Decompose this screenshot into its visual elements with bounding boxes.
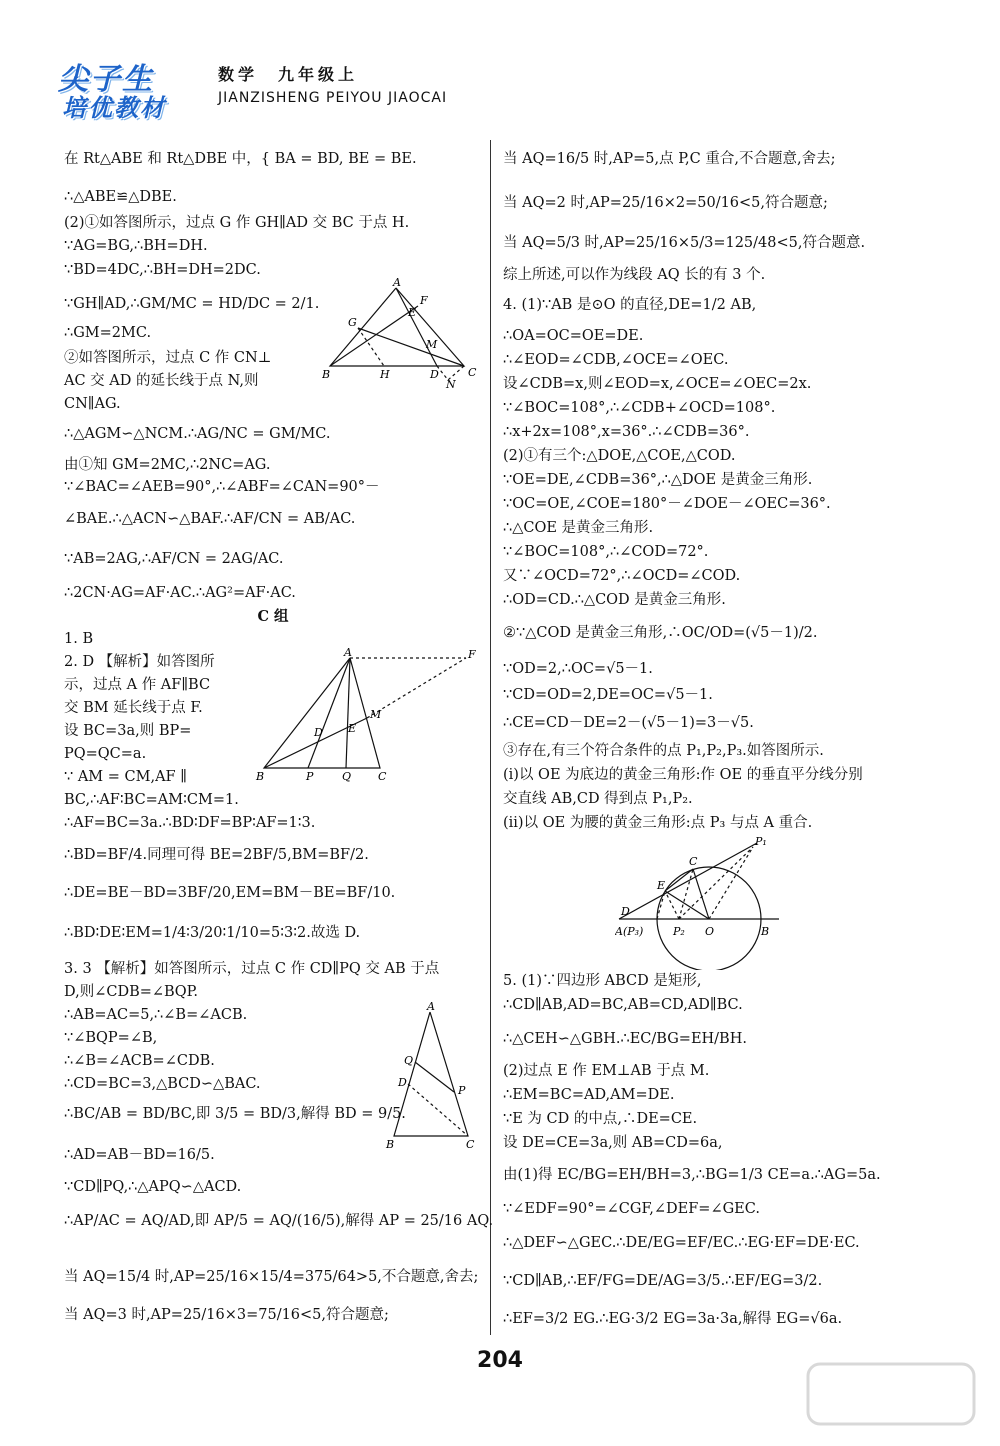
text-line: ②∵△COD 是黄金三角形,∴OC/OD=(√5－1)/2.	[503, 625, 818, 641]
text-line: ∴∠B=∠ACB=∠CDB.	[64, 1053, 215, 1069]
svg-text:P: P	[458, 1084, 466, 1097]
svg-text:P: P	[306, 770, 314, 783]
svg-text:E: E	[408, 306, 417, 319]
text-line: ∵OE=DE,∠CDB=36°,∴△DOE 是黄金三角形.	[503, 472, 813, 488]
text-line: ∠BAE.∴△ACN∽△BAF.∴AF/CN = AB/AC.	[64, 511, 356, 527]
figure-triangle-qp	[382, 1000, 482, 1150]
text-line: 示，过点 A 作 AF∥BC	[64, 677, 211, 693]
text-line: 又∵∠OCD=72°,∴∠OCD=∠COD.	[503, 568, 741, 584]
text-line: ∴CE=CD－DE=2－(√5－1)=3－√5.	[503, 715, 754, 731]
page-number: 204	[477, 1348, 523, 1373]
text-line: ∴△CEH∽△GBH.∴EC/BG=EH/BH.	[503, 1031, 747, 1047]
text-line: CN∥AG.	[64, 396, 121, 412]
text-line: 当 AQ=5/3 时,AP=25/16×5/3=125/48<5,符合题意.	[503, 235, 866, 251]
svg-text:D: D	[430, 368, 439, 381]
text-line: ∴OD=CD.∴△COD 是黄金三角形.	[503, 592, 726, 608]
text-line: 由(1)得 EC/BG=EH/BH=3,∴BG=1/3 CE=a.∴AG=5a.	[503, 1167, 881, 1183]
text-line: ∴△AGM∽△NCM.∴AG/NC = GM/MC.	[64, 426, 331, 442]
text-line: ∵AG=BG,∴BH=DH.	[64, 238, 208, 254]
text-line: ∴CD∥AB,AD=BC,AB=CD,AD∥BC.	[503, 997, 743, 1013]
text-line: ∴△COE 是黄金三角形.	[503, 520, 654, 536]
section-heading: C 组	[257, 608, 289, 625]
text-line: ∴BC/AB = BD/BC,即 3/5 = BD/3,解得 BD = 9/5.	[64, 1106, 406, 1122]
text-line: ∵∠BQP=∠B,	[64, 1030, 158, 1046]
svg-text:B: B	[386, 1138, 395, 1150]
text-line: ∴OA=OC=OE=DE.	[503, 328, 644, 344]
text-line: ∴AF=BC=3a.∴BD∶DF=BP∶AF=1∶3.	[64, 815, 316, 831]
text-line: ∴CD=BC=3,△BCD∽△BAC.	[64, 1076, 261, 1092]
text-line: ∴AD=AB－BD=16/5.	[64, 1147, 215, 1163]
text-line: 3. 3 【解析】如答图所示，过点 C 作 CD∥PQ 交 AB 于点	[64, 961, 440, 977]
svg-text:M: M	[426, 338, 438, 351]
svg-text:B: B	[256, 770, 265, 783]
text-line: ∵E 为 CD 的中点,∴DE=CE.	[503, 1111, 698, 1127]
text-line: ∵CD=OD=2,DE=OC=√5－1.	[503, 687, 713, 703]
text-line: 当 AQ=2 时,AP=25/16×2=50/16<5,符合题意;	[503, 195, 828, 211]
svg-text:H: H	[380, 368, 390, 381]
text-line: 综上所述,可以作为线段 AQ 长的有 3 个.	[503, 267, 766, 283]
text-line: 1. B	[64, 631, 94, 647]
text-line: ∵OD=2,∴OC=√5－1.	[503, 661, 653, 677]
logo-text-top: 尖子生	[58, 62, 154, 97]
svg-text:B: B	[761, 925, 770, 938]
svg-text:C: C	[689, 855, 698, 868]
text-line: 交 BM 延长线于点 F.	[64, 700, 203, 716]
text-line: ∴BD∶DE∶EM=1/4∶3/20∶1/10=5∶3∶2.故选 D.	[64, 925, 361, 941]
text-line: ∴BD=BF/4.同理可得 BE=2BF/5,BM=BF/2.	[64, 847, 369, 863]
text-line: ∵OC=OE,∠COE=180°－∠DOE－∠OEC=36°.	[503, 496, 831, 512]
text-line: ∵AB=2AG,∴AF/CN = 2AG/AC.	[64, 551, 284, 567]
text-line: (2)①如答图所示，过点 G 作 GH∥AD 交 BC 于点 H.	[64, 215, 410, 231]
text-line: ∴EF=3/2 EG.∴EG·3/2 EG=3a·3a,解得 EG=√6a.	[503, 1311, 843, 1327]
text-line: 在 Rt△ABE 和 Rt△DBE 中，{ BA = BD, BE = BE.	[64, 151, 417, 167]
text-line: ∵∠EDF=90°=∠CGF,∠DEF=∠GEC.	[503, 1201, 760, 1217]
svg-text:O: O	[705, 925, 715, 938]
svg-text:G: G	[348, 316, 357, 329]
text-line: ∵∠BAC=∠AEB=90°,∴∠ABF=∠CAN=90°－	[64, 479, 380, 495]
text-line: ∴x+2x=108°,x=36°.∴∠CDB=36°.	[503, 424, 750, 440]
page-header	[48, 48, 948, 122]
svg-text:M: M	[370, 708, 382, 721]
text-line: ∵CD∥PQ,∴△APQ∽△ACD.	[64, 1179, 242, 1195]
text-line: 当 AQ=16/5 时,AP=5,点 P,C 重合,不合题意,舍去;	[503, 151, 836, 167]
text-line: 5. (1)∵四边形 ABCD 是矩形,	[503, 973, 702, 989]
svg-text:D: D	[621, 905, 630, 918]
logo-text-bottom: 培优教材	[62, 94, 166, 122]
text-line: 设∠CDB=x,则∠EOD=x,∠OCE=∠OEC=2x.	[503, 376, 812, 392]
text-line: ∴2CN·AG=AF·AC.∴AG²=AF·AC.	[64, 585, 296, 601]
text-line: ∵GH∥AD,∴GM/MC = HD/DC = 2/1.	[64, 296, 320, 312]
figure-triangle-gm	[322, 276, 482, 388]
text-line: ∴AP/AC = AQ/AD,即 AP/5 = AQ/(16/5),解得 AP = 25/16 AQ.	[64, 1213, 494, 1229]
text-line: ∵BD=4DC,∴BH=DH=2DC.	[64, 262, 261, 278]
figure-circle	[615, 835, 785, 970]
text-line: 交直线 AB,CD 得到点 P₁,P₂.	[503, 791, 693, 807]
svg-text:D: D	[314, 726, 323, 739]
text-line: ∴△DEF∽△GEC.∴DE/EG=EF/EC.∴EG·EF=DE·EC.	[503, 1235, 860, 1251]
svg-text:Q: Q	[404, 1054, 414, 1067]
svg-text:F: F	[420, 294, 428, 307]
svg-text:E: E	[348, 722, 357, 735]
text-line: (2)过点 E 作 EM⊥AB 于点 M.	[503, 1063, 710, 1079]
svg-text:D: D	[398, 1076, 407, 1089]
text-line: ∴△ABE≌△DBE.	[64, 189, 177, 205]
text-line: 4. (1)∵AB 是⊙O 的直径,DE=1/2 AB,	[503, 297, 757, 313]
svg-text:E: E	[657, 879, 666, 892]
svg-text:C: C	[466, 1138, 475, 1150]
text-line: PQ=QC=a.	[64, 746, 147, 762]
text-line: ∴AB=AC=5,∴∠B=∠ACB.	[64, 1007, 248, 1023]
text-line: 由①知 GM=2MC,∴2NC=AG.	[64, 457, 271, 473]
text-line: ∴EM=BC=AD,AM=DE.	[503, 1087, 675, 1103]
svg-text:P₁: P₁	[755, 835, 767, 848]
figure-triangle-af	[254, 648, 480, 784]
svg-text:N: N	[446, 378, 456, 388]
svg-text:A: A	[344, 648, 352, 659]
column-divider	[490, 140, 491, 1335]
text-line: ∵CD∥AB,∴EF/FG=DE/AG=3/5.∴EF/EG=3/2.	[503, 1273, 823, 1289]
text-line: (2)①有三个:△DOE,△COE,△COD.	[503, 448, 736, 464]
text-line: ②如答图所示，过点 C 作 CN⊥	[64, 350, 272, 366]
svg-text:P₂: P₂	[673, 925, 685, 938]
text-line: 当 AQ=3 时,AP=25/16×3=75/16<5,符合题意;	[64, 1307, 389, 1323]
text-line: AC 交 AD 的延长线于点 N,则	[64, 373, 259, 389]
text-line: 当 AQ=15/4 时,AP=25/16×15/4=375/64>5,不合题意,舍去;	[64, 1269, 479, 1285]
text-line: ∴DE=BE－BD=3BF/20,EM=BM－BE=BF/10.	[64, 885, 396, 901]
text-line: ∵ AM = CM,AF ∥	[64, 769, 187, 785]
watermark-logo	[806, 1360, 976, 1428]
text-line: (ii)以 OE 为腰的黄金三角形:点 P₃ 与点 A 重合.	[503, 815, 813, 831]
svg-text:C: C	[378, 770, 387, 783]
text-line: ∵∠BOC=108°,∴∠COD=72°.	[503, 544, 709, 560]
svg-text:B: B	[322, 368, 331, 381]
svg-text:A(P₃): A(P₃)	[615, 925, 644, 938]
subject-title: 数学 九年级上	[218, 65, 359, 84]
text-line: (i)以 OE 为底边的黄金三角形:作 OE 的垂直平分线分别	[503, 767, 863, 783]
text-line: ③存在,有三个符合条件的点 P₁,P₂,P₃.如答图所示.	[503, 743, 824, 759]
text-line: 2. D 【解析】如答图所	[64, 654, 215, 670]
svg-text:C: C	[468, 366, 477, 379]
text-line: 设 BC=3a,则 BP=	[64, 723, 192, 739]
text-line: BC,∴AF∶BC=AM∶CM=1.	[64, 792, 239, 808]
svg-text:A: A	[427, 1000, 435, 1013]
text-line: ∴GM=2MC.	[64, 325, 152, 341]
svg-text:Q: Q	[342, 770, 352, 783]
series-pinyin: JIANZISHENG PEIYOU JIAOCAI	[218, 90, 448, 106]
brand-logo	[48, 54, 203, 126]
text-line: ∵∠BOC=108°,∴∠CDB+∠OCD=108°.	[503, 400, 776, 416]
svg-text:A: A	[393, 276, 401, 289]
svg-text:F: F	[468, 648, 476, 661]
text-line: D,则∠CDB=∠BQP.	[64, 984, 199, 1000]
text-line: ∴∠EOD=∠CDB,∠OCE=∠OEC.	[503, 352, 729, 368]
text-line: 设 DE=CE=3a,则 AB=CD=6a,	[503, 1135, 723, 1151]
